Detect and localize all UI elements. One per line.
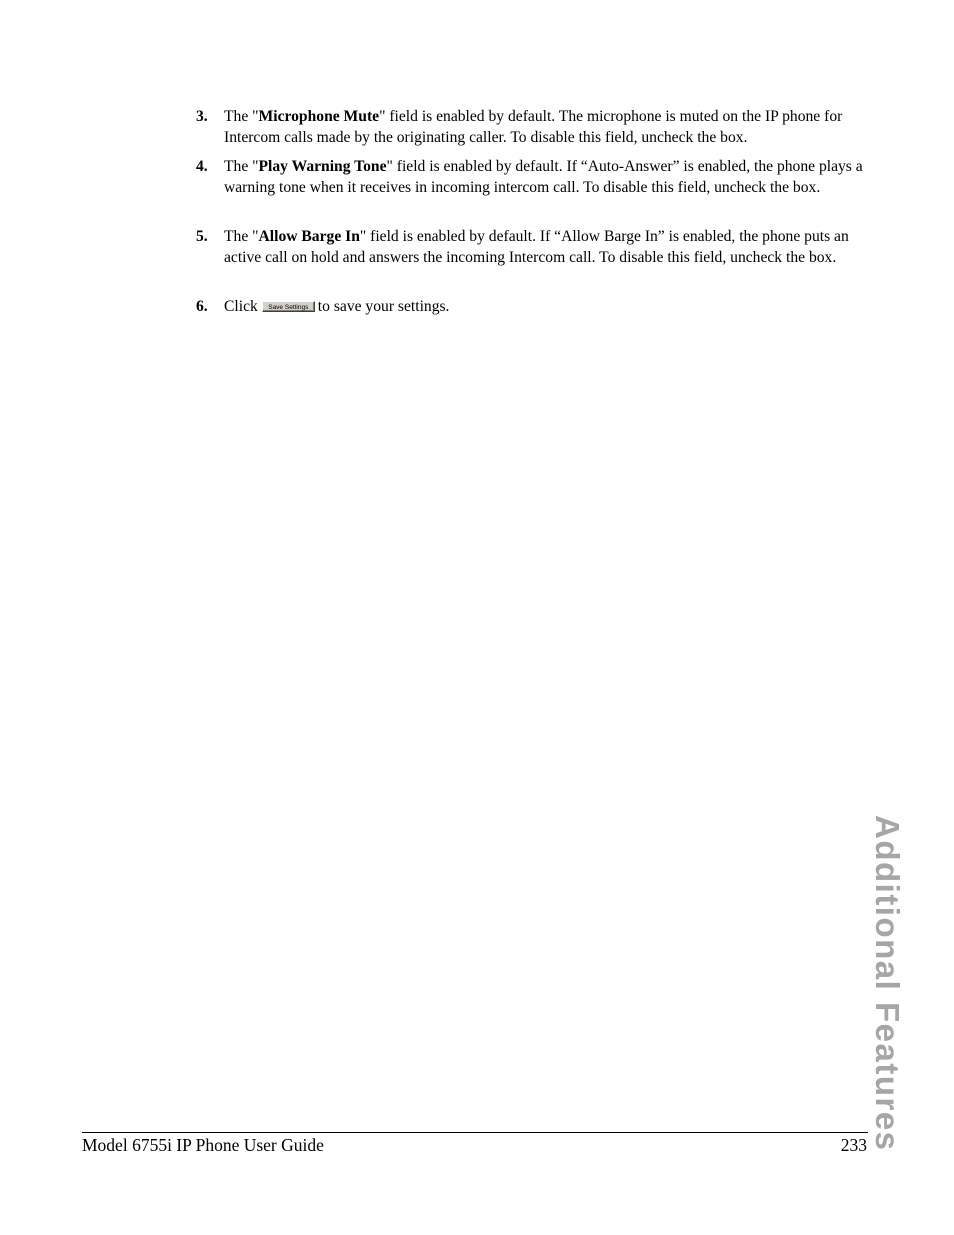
save-settings-button[interactable]: Save Settings bbox=[262, 301, 315, 312]
step-5 bbox=[196, 227, 876, 268]
section-side-tab: Additional Features bbox=[869, 815, 906, 1152]
footer-divider bbox=[82, 1132, 868, 1133]
step-3 bbox=[196, 107, 876, 148]
field-name: Microphone Mute bbox=[258, 108, 380, 125]
step-4 bbox=[196, 157, 876, 198]
step-suffix: to save your settings. bbox=[317, 298, 450, 315]
step-prefix: Click bbox=[224, 298, 258, 315]
step-prefix: The " bbox=[224, 108, 259, 125]
page-number: 233 bbox=[840, 1135, 867, 1155]
step-number: 3. bbox=[196, 108, 208, 125]
step-suffix: " field is enabled by default. If “Allow Barge In” is enabled, the phone puts an active call on hold and answers the incoming Intercom call. To disable this field, uncheck the box. bbox=[224, 228, 849, 266]
step-number: 6. bbox=[196, 298, 208, 315]
field-name: Allow Barge In bbox=[258, 228, 360, 245]
step-number: 5. bbox=[196, 228, 208, 245]
step-suffix: " field is enabled by default. The microphone is muted on the IP phone for Intercom calls made by the originating caller. To disable this field, uncheck the box. bbox=[224, 108, 843, 146]
step-text bbox=[224, 297, 876, 318]
step-number: 4. bbox=[196, 158, 208, 175]
field-name: Play Warning Tone bbox=[258, 158, 387, 175]
step-6 bbox=[196, 297, 876, 318]
step-suffix: " field is enabled by default. If “Auto-Answer” is enabled, the phone plays a warning tone when it receives in incoming intercom call. To disable this field, uncheck the box. bbox=[224, 158, 863, 196]
step-text bbox=[224, 107, 876, 148]
step-text bbox=[224, 157, 876, 198]
step-prefix: The " bbox=[224, 158, 259, 175]
step-text bbox=[224, 227, 876, 268]
footer-title: Model 6755i IP Phone User Guide bbox=[82, 1135, 324, 1155]
step-prefix: The " bbox=[224, 228, 259, 245]
